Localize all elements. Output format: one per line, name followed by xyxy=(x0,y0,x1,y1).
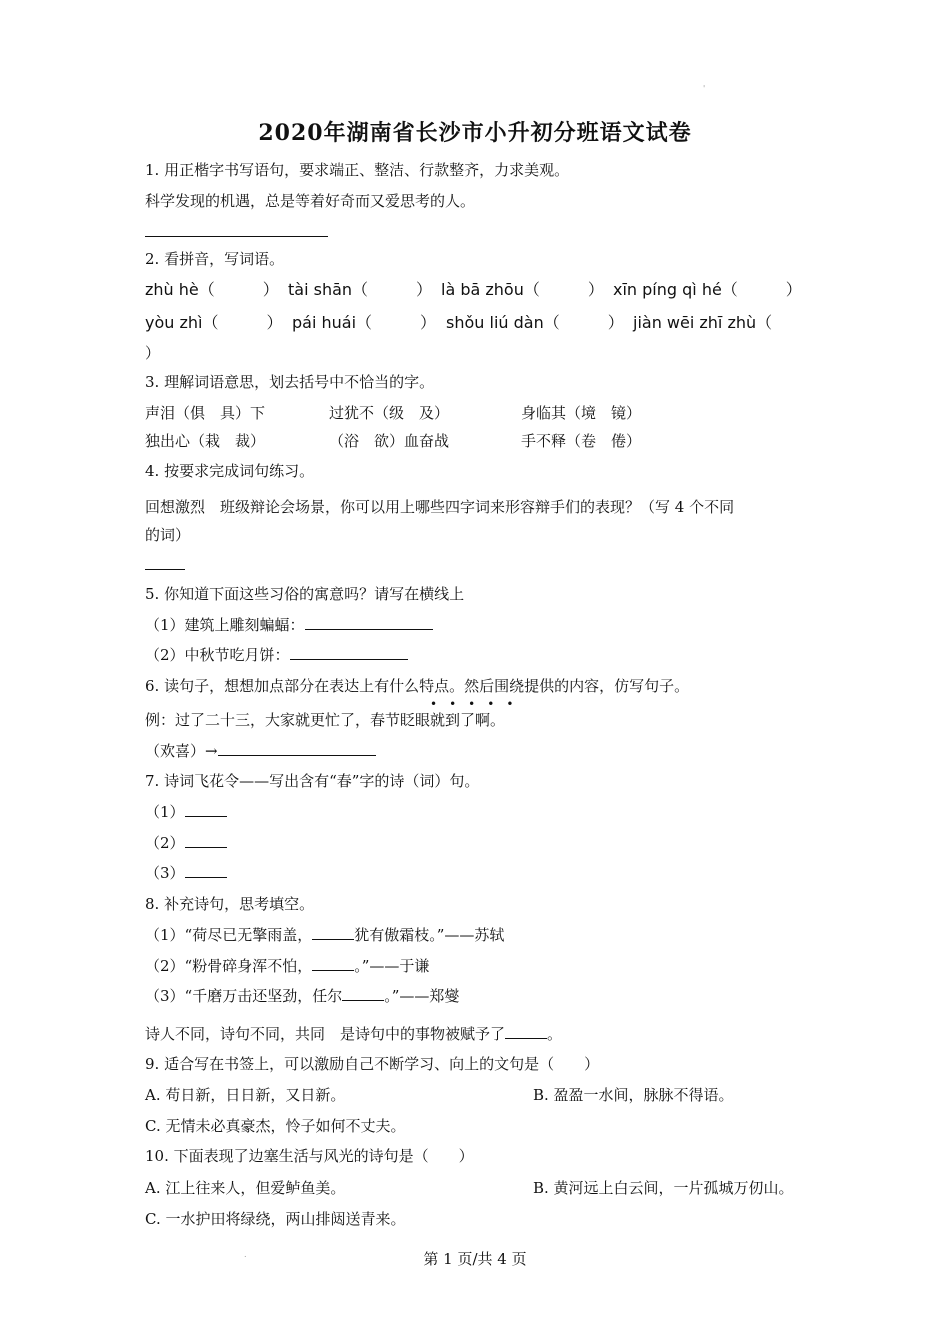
q6-prompt-label: （欢喜）→ xyxy=(145,742,218,760)
q8-blank-4[interactable] xyxy=(505,1024,547,1039)
q5-item-2-label: （2）中秋节吃月饼： xyxy=(145,646,290,664)
q7-blank-1[interactable] xyxy=(185,802,227,817)
q7-item-2-label: （2） xyxy=(145,834,185,852)
q5-item-1 xyxy=(145,615,433,635)
q3-item-3[interactable]: 身临其（境 镜） xyxy=(521,404,642,422)
q8-summary-a: 诗人不同，诗句不同，共同 是诗句中的事物被赋予了 xyxy=(145,1025,506,1043)
page-footer: 第 1 页/共 4 页 xyxy=(423,1250,527,1268)
q7-item-1-label: （1） xyxy=(145,803,185,821)
q8-blank-1[interactable] xyxy=(312,925,354,940)
q9-stem: 9. 适合写在书签上，可以激励自己不断学习、向上的文句是（ ） xyxy=(145,1055,600,1073)
q8-summary-b: 。 xyxy=(547,1025,563,1043)
q5-blank-1[interactable] xyxy=(305,615,433,630)
q8-blank-3[interactable] xyxy=(342,986,384,1001)
q9-option-c[interactable]: C. 无情未必真豪杰，怜子如何不丈夫。 xyxy=(145,1117,406,1135)
q4-answer-line[interactable] xyxy=(145,555,185,575)
q7-stem: 7. 诗词飞花令——写出含有“春”字的诗（词）句。 xyxy=(145,772,480,790)
q8-item-3 xyxy=(145,986,459,1006)
page-title: 2020年湖南省长沙市小升初分班语文试卷 xyxy=(258,120,692,146)
q3-item-2[interactable]: 过犹不（级 及） xyxy=(329,404,450,422)
q8-item-1-b: 犹有傲霜枝。”——苏轼 xyxy=(354,926,505,944)
q4-text-2: 的词） xyxy=(145,526,191,544)
emphasis-dots: ••••• xyxy=(430,697,526,711)
q10-option-c[interactable]: C. 一水护田将绿绕，两山排闼送青来。 xyxy=(145,1210,406,1228)
q8-item-1-a: （1）“荷尽已无擎雨盖， xyxy=(145,926,313,944)
q1-stem: 1. 用正楷字书写语句，要求端正、整洁、行款整齐，力求美观。 xyxy=(145,161,570,179)
q1-sentence: 科学发现的机遇，总是等着好奇而又爱思考的人。 xyxy=(145,192,476,210)
q8-item-2 xyxy=(145,956,429,976)
q10-option-a[interactable]: A. 江上往来人，但爱鲈鱼美。 xyxy=(145,1179,346,1197)
q2-item-4[interactable]: xīn píng qì hé（ ） xyxy=(613,280,802,299)
q5-item-2 xyxy=(145,645,408,665)
q9-option-a[interactable]: A. 苟日新，日日新，又日新。 xyxy=(145,1086,346,1104)
q5-blank-2[interactable] xyxy=(290,645,408,660)
q7-item-2 xyxy=(145,833,227,853)
q8-item-2-b: 。”——于谦 xyxy=(354,957,430,975)
scan-mark: ' xyxy=(703,84,706,93)
q8-summary xyxy=(145,1024,562,1044)
q4-stem: 4. 按要求完成词句练习。 xyxy=(145,462,315,480)
q8-item-1 xyxy=(145,925,504,945)
q2-item-8-close: ） xyxy=(145,344,161,362)
q2-item-3[interactable]: là bā zhōu（ ） xyxy=(441,280,604,299)
q1-answer-line[interactable] xyxy=(145,236,328,237)
q10-stem: 10. 下面表现了边塞生活与风光的诗句是（ ） xyxy=(145,1147,474,1165)
q5-stem: 5. 你知道下面这些习俗的寓意吗？请写在横线上 xyxy=(145,585,465,603)
q3-stem: 3. 理解词语意思，划去括号中不恰当的字。 xyxy=(145,373,435,391)
q2-item-2[interactable]: tài shān（ ） xyxy=(288,280,433,299)
q7-item-3-label: （3） xyxy=(145,864,185,882)
q2-item-6[interactable]: pái huái（ ） xyxy=(292,313,437,332)
q3-item-1[interactable]: 声泪（俱 具）下 xyxy=(145,404,266,422)
q4-text-1: 回想激烈 班级辩论会场景，你可以用上哪些四字词来形容辩手们的表现？（写 4 个不同 xyxy=(145,498,735,516)
q2-item-5[interactable]: yòu zhì（ ） xyxy=(145,313,283,332)
q8-item-3-a: （3）“千磨万击还坚劲，任尔 xyxy=(145,987,343,1005)
q10-option-b[interactable]: B. 黄河远上白云间，一片孤城万仞山。 xyxy=(533,1179,794,1197)
q5-item-1-label: （1）建筑上雕刻蝙蝠： xyxy=(145,616,305,634)
q8-blank-2[interactable] xyxy=(312,956,354,971)
scan-mark: . xyxy=(244,1250,247,1259)
q7-blank-2[interactable] xyxy=(185,833,227,848)
q2-item-1[interactable]: zhù hè（ ） xyxy=(145,280,279,299)
q6-blank[interactable] xyxy=(218,741,376,756)
q3-item-4[interactable]: 独出心（栽 裁） xyxy=(145,432,266,450)
q8-item-3-b: 。”——郑燮 xyxy=(384,987,460,1005)
q8-item-2-a: （2）“粉骨碎身浑不怕， xyxy=(145,957,313,975)
q2-item-8[interactable]: jiàn wēi zhī zhù（ xyxy=(633,313,773,332)
q7-blank-3[interactable] xyxy=(185,863,227,878)
q7-item-3 xyxy=(145,863,227,883)
q8-stem: 8. 补充诗句，思考填空。 xyxy=(145,895,315,913)
q2-stem: 2. 看拼音，写词语。 xyxy=(145,250,285,268)
q6-stem: 6. 读句子，想想加点部分在表达上有什么特点。然后围绕提供的内容，仿写句子。 xyxy=(145,677,690,695)
q6-example: 例：过了二十三，大家就更忙了，春节眨眼就到了啊。 xyxy=(145,711,506,729)
q3-item-5[interactable]: （浴 欲）血奋战 xyxy=(329,432,450,450)
q7-item-1 xyxy=(145,802,227,822)
q2-item-7[interactable]: shǒu liú dàn（ ） xyxy=(446,313,624,332)
q3-item-6[interactable]: 手不释（卷 倦） xyxy=(521,432,642,450)
q9-option-b[interactable]: B. 盈盈一水间，脉脉不得语。 xyxy=(533,1086,734,1104)
q6-prompt xyxy=(145,741,376,761)
